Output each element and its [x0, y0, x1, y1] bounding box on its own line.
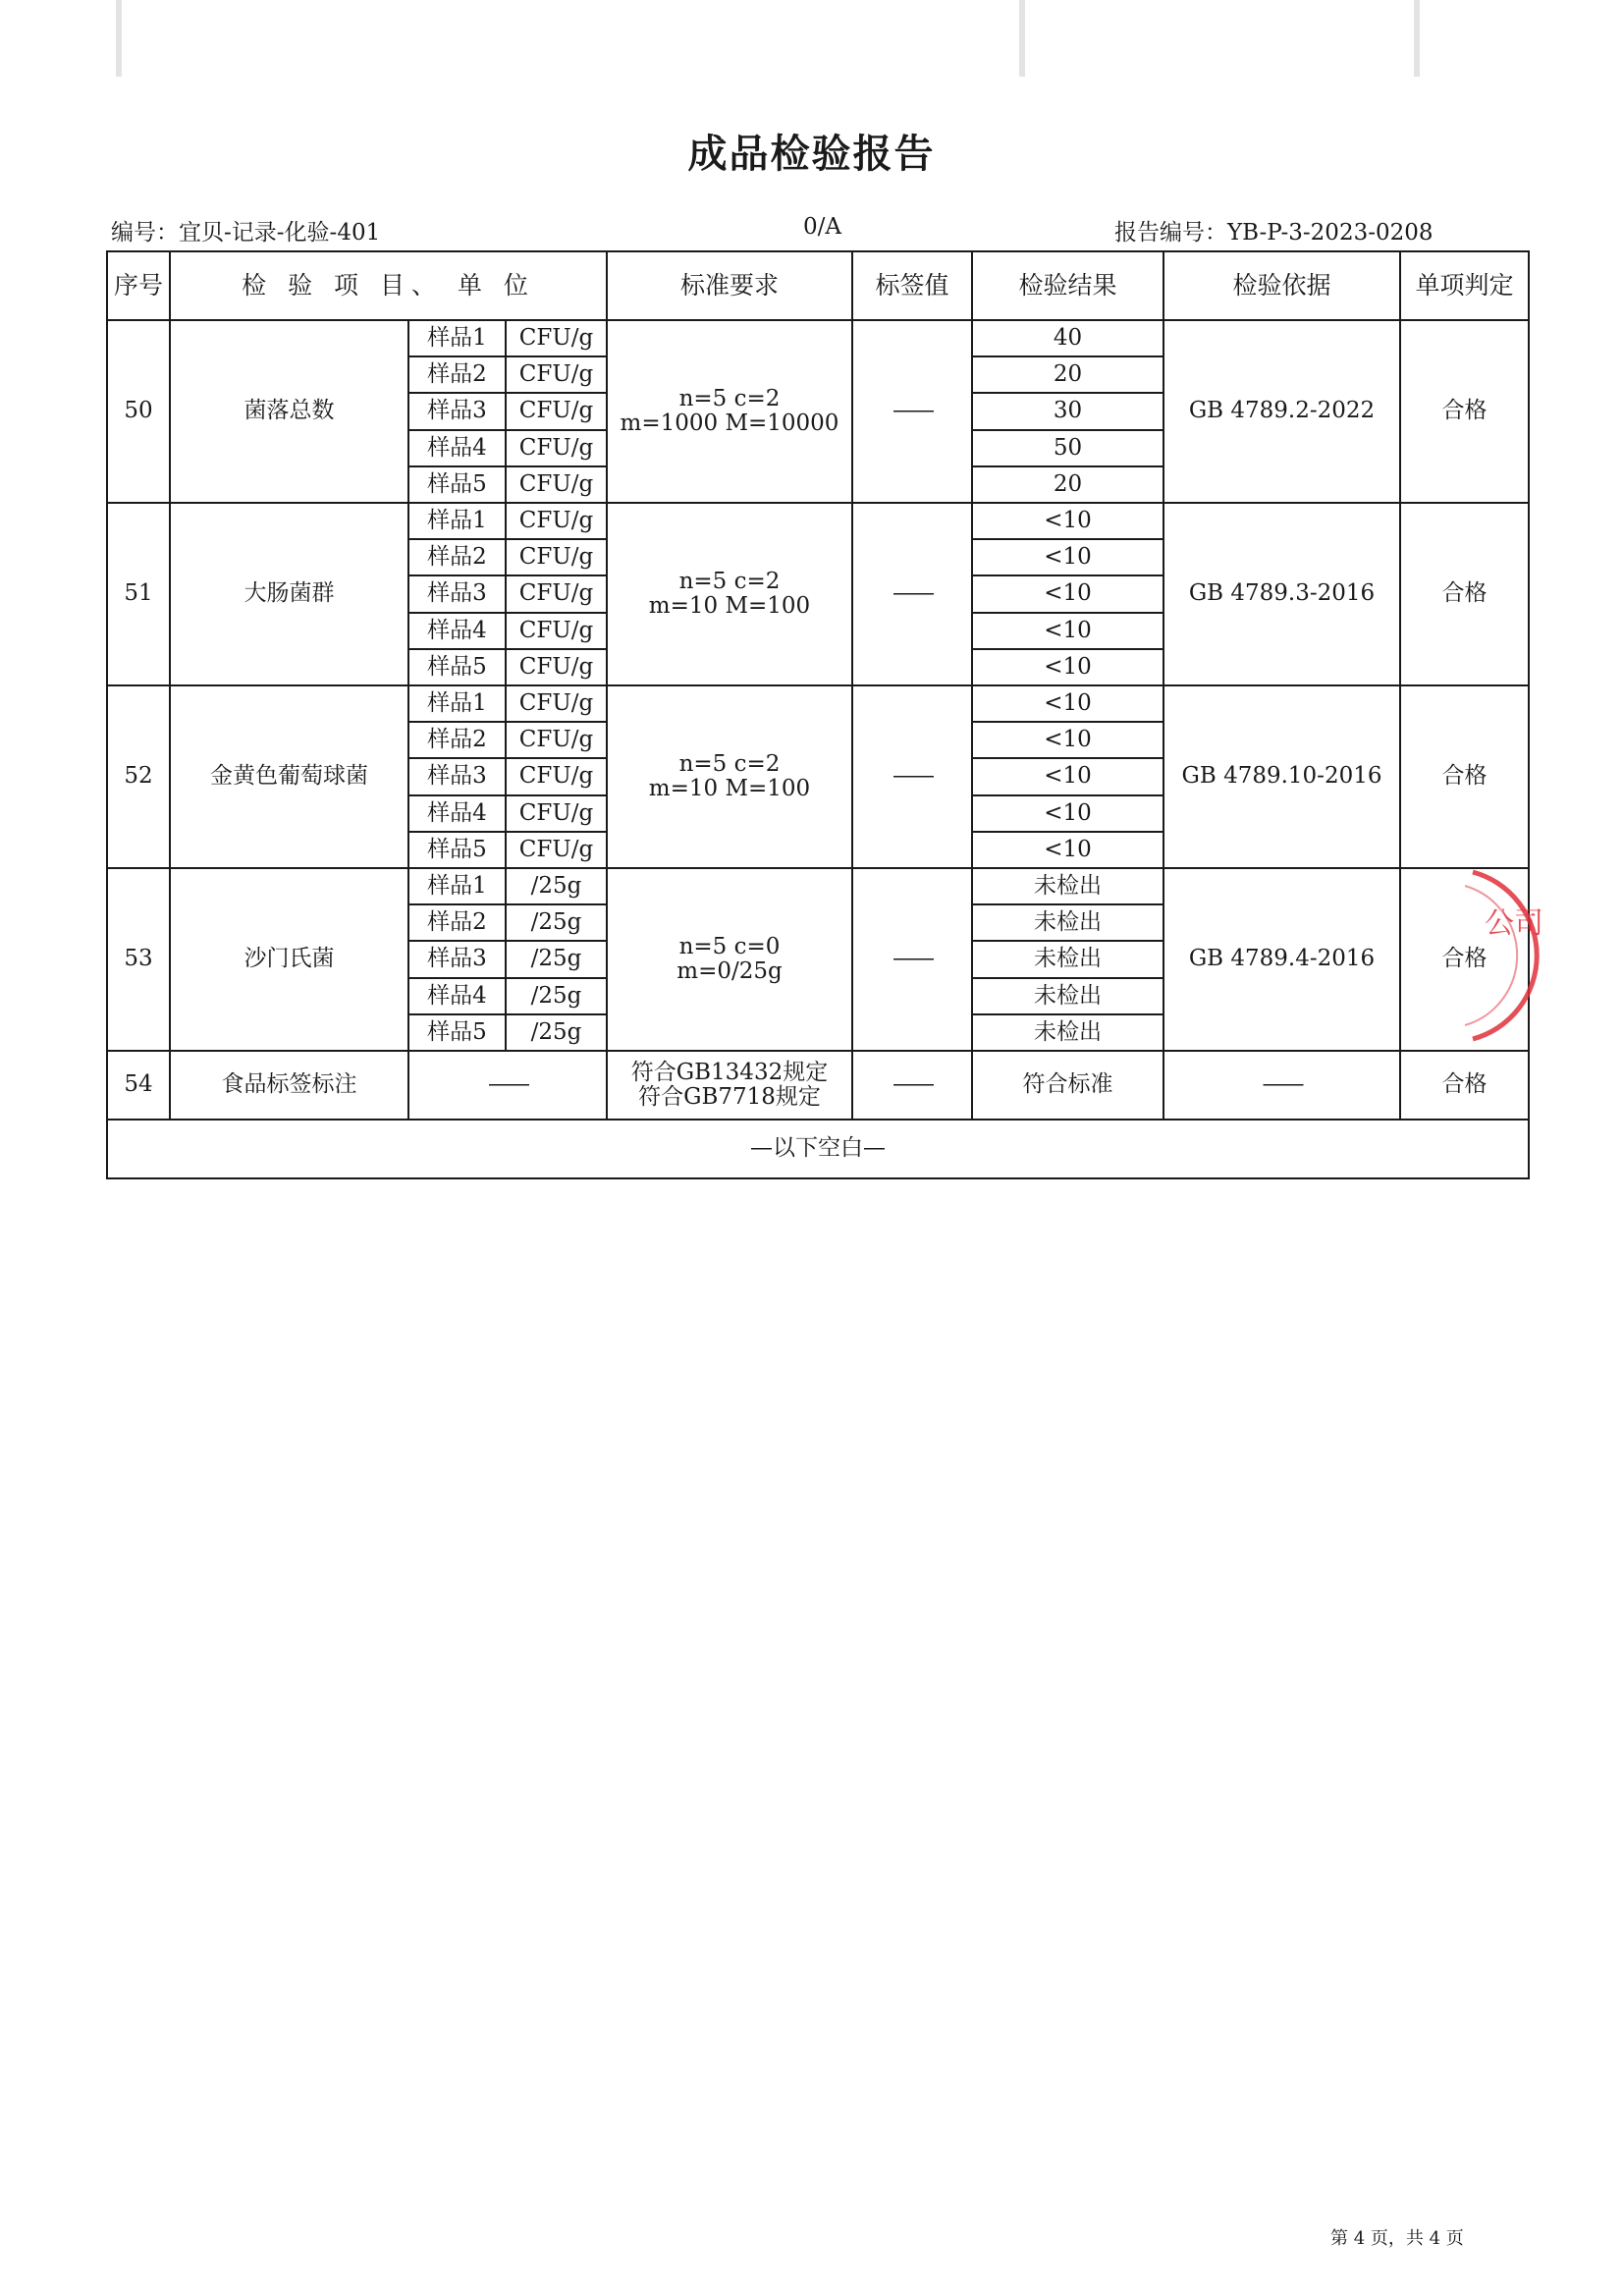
sample-unit: CFU/g	[506, 613, 606, 649]
basis-cell: GB 4789.4-2016	[1163, 868, 1400, 1051]
samples-cell	[408, 503, 607, 685]
unit-cell: ——	[408, 1051, 607, 1120]
sample-name: 样品2	[409, 722, 506, 758]
sample-name: 样品5	[409, 832, 506, 867]
sample-unit: CFU/g	[518, 836, 594, 862]
standard-cell: n=5 c=2 m=1000 M=10000	[607, 320, 852, 503]
result-row	[973, 941, 1163, 977]
samples-grid	[409, 869, 606, 1050]
sample-unit: CFU/g	[506, 686, 606, 722]
sample-result: <10	[973, 722, 1163, 758]
header-result: 检验结果	[972, 251, 1163, 320]
sample-unit: /25g	[506, 869, 606, 904]
label-value-cell: ——	[852, 868, 972, 1051]
sample-result: 40	[973, 321, 1163, 356]
sample-name: 样品1	[409, 869, 506, 904]
inspection-table	[106, 250, 1530, 1179]
sample-result: <10	[1044, 836, 1092, 862]
standard-cell: 符合GB13432规定 符合GB7718规定	[607, 1051, 852, 1120]
sample-name: 样品3	[409, 393, 506, 429]
record-number: 编号：宜贝-记录-化验-401	[111, 220, 381, 246]
sample-row	[409, 321, 606, 356]
item-name-cell: 沙门氏菌	[170, 868, 408, 1051]
version-number: 0/A	[803, 214, 841, 240]
report-number: 报告编号：YB-P-3-2023-0208	[1114, 220, 1434, 246]
sample-result: 未检出	[973, 904, 1163, 941]
table-body	[107, 320, 1529, 1178]
sample-result: <10	[973, 686, 1163, 722]
sample-row	[409, 686, 606, 722]
sample-unit: /25g	[506, 978, 606, 1014]
sample-unit: CFU/g	[506, 795, 606, 832]
item-name-cell: 食品标签标注	[170, 1051, 408, 1120]
seq-cell: 53	[107, 868, 170, 1051]
sample-result: <10	[973, 613, 1163, 649]
result-row	[973, 321, 1163, 356]
judgment-cell: 合格	[1400, 1051, 1529, 1120]
sample-result: <10	[973, 795, 1163, 832]
end-note-row	[107, 1120, 1529, 1178]
sample-row	[409, 832, 606, 867]
sample-result: <10	[973, 539, 1163, 575]
sample-name: 样品4	[409, 795, 506, 832]
samples-grid	[409, 686, 606, 867]
results-grid	[973, 504, 1163, 684]
label-value-cell: ——	[852, 685, 972, 868]
basis-cell: GB 4789.2-2022	[1163, 320, 1400, 503]
sample-unit: CFU/g	[506, 393, 606, 429]
item-name-cell: 金黄色葡萄球菌	[170, 685, 408, 868]
header-label: 标签值	[852, 251, 972, 320]
item-name-cell: 菌落总数	[170, 320, 408, 503]
sample-name: 样品1	[409, 504, 506, 539]
sample-row	[409, 904, 606, 941]
sample-name: 样品1	[409, 686, 506, 722]
result-row	[973, 832, 1163, 867]
header-judgment: 单项判定	[1400, 251, 1529, 320]
document-title: 成品检验报告	[687, 132, 936, 177]
sample-row	[409, 649, 606, 684]
result-row	[973, 795, 1163, 832]
sample-row	[409, 539, 606, 575]
page-footer: 第 4 页，共 4 页	[1330, 2228, 1464, 2249]
samples-grid	[409, 321, 606, 502]
result-row	[973, 504, 1163, 539]
sample-unit: CFU/g	[518, 470, 594, 497]
sample-result: 50	[973, 430, 1163, 466]
sample-name: 样品3	[409, 941, 506, 977]
sample-unit: CFU/g	[506, 321, 606, 356]
result-row	[973, 686, 1163, 722]
sample-unit: /25g	[530, 1018, 582, 1045]
sample-row	[409, 978, 606, 1014]
svg-text:公司: 公司	[1485, 906, 1543, 941]
result-row	[973, 758, 1163, 794]
standard-cell: n=5 c=2 m=10 M=100	[607, 685, 852, 868]
end-note: —以下空白—	[107, 1120, 1529, 1178]
sample-name: 样品1	[409, 321, 506, 356]
sample-unit: /25g	[506, 941, 606, 977]
sample-name: 样品5	[409, 649, 506, 684]
result-row	[973, 393, 1163, 429]
judgment-cell: 合格	[1400, 868, 1529, 1051]
sample-row	[409, 575, 606, 612]
seq-cell: 54	[107, 1051, 170, 1120]
sample-name: 样品4	[409, 430, 506, 466]
sample-name: 样品5	[409, 1014, 506, 1050]
sample-result: 20	[973, 356, 1163, 393]
sample-row	[409, 758, 606, 794]
basis-cell: ——	[1163, 1051, 1400, 1120]
table-row	[107, 868, 1529, 1051]
sample-name: 样品2	[409, 904, 506, 941]
result-row	[973, 430, 1163, 466]
sample-name: 样品4	[409, 978, 506, 1014]
sample-unit: CFU/g	[506, 539, 606, 575]
result-row	[973, 869, 1163, 904]
sample-result: 未检出	[1034, 1018, 1102, 1045]
sample-result: 30	[973, 393, 1163, 429]
seq-cell: 50	[107, 320, 170, 503]
header-basis: 检验依据	[1163, 251, 1400, 320]
table-row	[107, 320, 1529, 503]
table-row	[107, 1051, 1529, 1120]
sample-name: 样品4	[409, 613, 506, 649]
sample-name: 样品3	[409, 575, 506, 612]
sample-row	[409, 430, 606, 466]
sample-row	[409, 722, 606, 758]
scan-mark	[1019, 0, 1025, 77]
seq-cell: 51	[107, 503, 170, 685]
header-row	[107, 251, 1529, 320]
label-value-cell: ——	[852, 320, 972, 503]
sample-result: 未检出	[973, 941, 1163, 977]
sample-row	[409, 356, 606, 393]
sample-name: 样品3	[409, 758, 506, 794]
sample-result: <10	[1044, 653, 1092, 680]
header-standard: 标准要求	[607, 251, 852, 320]
sample-row	[409, 393, 606, 429]
sample-unit: /25g	[506, 904, 606, 941]
sample-unit: CFU/g	[506, 722, 606, 758]
results-cell	[972, 320, 1163, 503]
label-value-cell: ——	[852, 1051, 972, 1120]
header-item: 检 验 项 目、 单 位	[170, 251, 607, 320]
scan-mark	[1414, 0, 1420, 77]
results-grid	[973, 686, 1163, 867]
sample-name: 样品2	[409, 539, 506, 575]
sample-unit: CFU/g	[506, 430, 606, 466]
samples-cell	[408, 320, 607, 503]
table-row	[107, 503, 1529, 685]
sample-row	[409, 869, 606, 904]
sample-row	[409, 466, 606, 502]
sample-result: 未检出	[973, 869, 1163, 904]
basis-cell: GB 4789.10-2016	[1163, 685, 1400, 868]
sample-result: <10	[973, 758, 1163, 794]
results-cell	[972, 685, 1163, 868]
sample-result: <10	[973, 504, 1163, 539]
result-row	[973, 575, 1163, 612]
sample-row	[409, 613, 606, 649]
table-row	[107, 685, 1529, 868]
results-grid	[973, 869, 1163, 1050]
samples-cell	[408, 868, 607, 1051]
standard-cell: n=5 c=2 m=10 M=100	[607, 503, 852, 685]
sample-name: 样品5	[409, 466, 506, 502]
result-row	[973, 613, 1163, 649]
result-row	[973, 356, 1163, 393]
samples-cell	[408, 685, 607, 868]
results-cell	[972, 868, 1163, 1051]
sample-row	[409, 795, 606, 832]
result-cell: 符合标准	[972, 1051, 1163, 1120]
result-row	[973, 649, 1163, 684]
sample-unit: CFU/g	[506, 758, 606, 794]
label-value-cell: ——	[852, 503, 972, 685]
sample-unit: CFU/g	[506, 356, 606, 393]
result-row	[973, 539, 1163, 575]
sample-name: 样品2	[409, 356, 506, 393]
basis-cell: GB 4789.3-2016	[1163, 503, 1400, 685]
judgment-cell: 合格	[1400, 503, 1529, 685]
scan-mark	[116, 0, 122, 77]
sample-row	[409, 504, 606, 539]
results-grid	[973, 321, 1163, 502]
sample-row	[409, 1014, 606, 1050]
result-row	[973, 1014, 1163, 1050]
results-cell	[972, 503, 1163, 685]
sample-unit: CFU/g	[518, 653, 594, 680]
sample-unit: CFU/g	[506, 575, 606, 612]
sample-unit: CFU/g	[506, 504, 606, 539]
sample-result: 未检出	[973, 978, 1163, 1014]
result-row	[973, 904, 1163, 941]
seq-cell: 52	[107, 685, 170, 868]
sample-result: <10	[973, 575, 1163, 612]
result-row	[973, 466, 1163, 502]
judgment-cell: 合格	[1400, 320, 1529, 503]
sample-row	[409, 941, 606, 977]
result-row	[973, 722, 1163, 758]
header-seq: 序号	[107, 251, 170, 320]
samples-grid	[409, 504, 606, 684]
sample-result: 20	[1053, 470, 1083, 497]
item-name-cell: 大肠菌群	[170, 503, 408, 685]
judgment-cell: 合格	[1400, 685, 1529, 868]
standard-cell: n=5 c=0 m=0/25g	[607, 868, 852, 1051]
result-row	[973, 978, 1163, 1014]
